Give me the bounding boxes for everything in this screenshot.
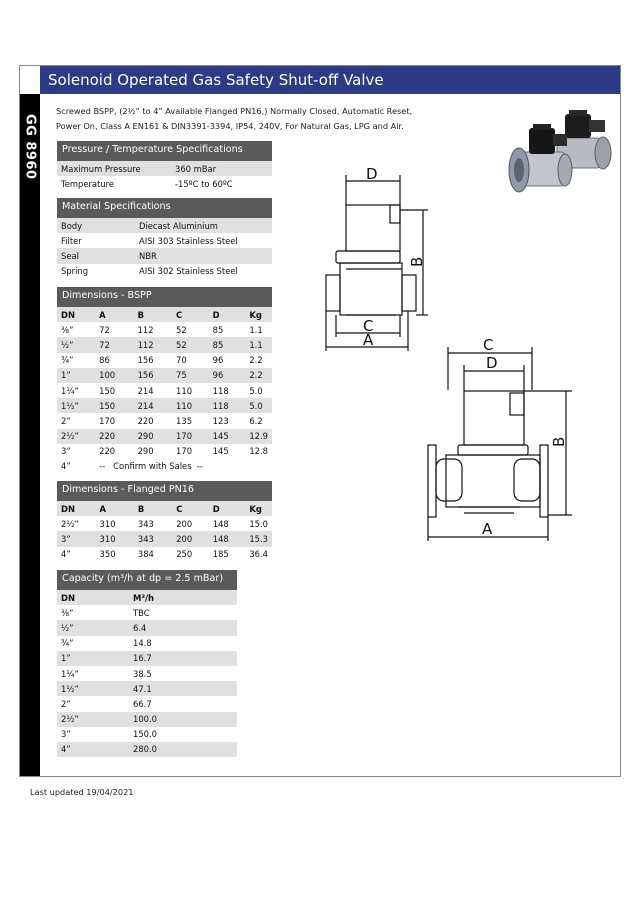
table-cell: 47.1 xyxy=(129,681,237,696)
table-cell: 112 xyxy=(137,324,154,335)
table-row xyxy=(57,383,272,398)
table-cell: 220 xyxy=(99,446,116,457)
dimensions-flanged-heading: Dimensions - Flanged PN16 xyxy=(57,481,272,501)
valve-body xyxy=(446,455,540,507)
cell-note xyxy=(95,459,245,474)
table-cell: 15.0 xyxy=(249,518,268,529)
column-header: DN xyxy=(57,590,129,605)
label-c: C xyxy=(483,336,494,354)
table-header-row xyxy=(57,501,272,516)
table-row xyxy=(57,651,237,666)
product-code xyxy=(21,112,39,182)
table-cell: 1½” xyxy=(57,398,95,413)
pressure-temperature-table xyxy=(57,141,272,191)
dimensions-bspp-heading: Dimensions - BSPP xyxy=(57,287,272,307)
table-cell: 200 xyxy=(176,518,193,529)
table-row xyxy=(57,666,237,681)
title-bar xyxy=(40,66,620,94)
small-valve-diagram xyxy=(318,165,433,355)
spec-value: 360 mBar xyxy=(171,161,272,176)
table-row xyxy=(57,368,272,383)
table-cell: 38.5 xyxy=(133,668,152,679)
table-cell: 384 xyxy=(137,549,154,560)
table-cell: 3” xyxy=(57,531,96,546)
label-c: C xyxy=(363,317,374,335)
table-cell: 2½” xyxy=(57,429,95,444)
label-a: A xyxy=(363,331,374,349)
table-cell: 96 xyxy=(209,368,246,383)
table-row xyxy=(57,547,272,562)
table-cell: 15.3 xyxy=(245,531,272,546)
table-cell: 1” xyxy=(57,368,95,383)
table-row xyxy=(57,516,272,531)
column-header: DN xyxy=(57,307,95,322)
table-cell: 350 xyxy=(99,549,116,560)
spec-value: -15ºC to 60ºC xyxy=(175,178,233,189)
table-cell: 2½” xyxy=(61,518,79,529)
table-cell: 6.2 xyxy=(249,415,263,426)
column-header: A xyxy=(95,307,133,322)
capacity-heading: Capacity (m³/h at dp = 2.5 mBar) xyxy=(57,570,237,590)
table-row xyxy=(57,176,272,191)
table-cell: 290 xyxy=(137,446,154,457)
table-cell: 170 xyxy=(172,429,209,444)
table-row xyxy=(57,681,237,696)
table-cell: 2” xyxy=(61,698,71,709)
page-title: Solenoid Operated Gas Safety Shut-off Valve xyxy=(48,71,384,89)
table-row xyxy=(57,413,272,428)
table-cell: 145 xyxy=(212,446,229,457)
table-cell: 1¼” xyxy=(61,385,79,396)
table-cell: 12.9 xyxy=(245,429,272,444)
dimensions-bspp-table xyxy=(57,287,272,474)
spec-value: NBR xyxy=(135,248,272,263)
spec-value: Diecast Aluminium xyxy=(135,218,272,233)
table-row xyxy=(57,429,272,444)
table-header-row xyxy=(57,590,237,605)
table-cell: 150 xyxy=(99,385,116,396)
solenoid-coil xyxy=(464,391,524,445)
table-cell: 4” xyxy=(61,549,71,560)
spec-value: AISI 302 Stainless Steel xyxy=(139,266,238,277)
table-cell: 156 xyxy=(137,355,154,366)
table-cell: 220 xyxy=(95,429,133,444)
table-cell: 148 xyxy=(212,518,229,529)
table-row xyxy=(57,264,272,279)
valve-body xyxy=(340,263,402,315)
table-cell: 150.0 xyxy=(133,729,157,740)
spec-label: Spring xyxy=(61,266,89,277)
table-cell: 156 xyxy=(134,368,172,383)
dimensions-flanged-table xyxy=(57,481,272,562)
table-cell: 2.2 xyxy=(245,368,272,383)
table-cell: 110 xyxy=(172,398,209,413)
table-cell: 85 xyxy=(212,324,224,335)
table-row xyxy=(57,712,237,727)
table-cell: 1½” xyxy=(57,681,129,696)
column-header: C xyxy=(172,307,209,322)
table-cell: 118 xyxy=(212,385,229,396)
table-cell: 185 xyxy=(212,549,229,560)
valve-product-photo xyxy=(505,106,617,202)
column-header: Kg xyxy=(245,307,272,322)
column-header: C xyxy=(172,501,209,516)
material-heading: Material Specifications xyxy=(57,198,272,218)
table-cell: 250 xyxy=(176,549,193,560)
spec-label: Body xyxy=(57,218,135,233)
table-cell: 2½” xyxy=(57,712,129,727)
table-row xyxy=(57,696,237,711)
table-row xyxy=(57,727,237,742)
capacity-table xyxy=(57,570,237,757)
column-header: B xyxy=(134,501,172,516)
table-cell: 5.0 xyxy=(249,385,263,396)
table-cell: ⅜” xyxy=(61,324,74,335)
table-cell: 280.0 xyxy=(129,742,237,757)
table-cell: ¾” xyxy=(61,355,74,366)
table-cell: ½” xyxy=(57,337,95,352)
table-cell: 343 xyxy=(134,531,172,546)
table-cell: 170 xyxy=(99,415,116,426)
column-header: B xyxy=(134,307,172,322)
table-cell: 220 xyxy=(137,415,154,426)
column-header: Kg xyxy=(245,501,272,516)
table-cell: 135 xyxy=(176,415,193,426)
table-cell: 14.8 xyxy=(133,638,152,649)
table-cell: 290 xyxy=(134,429,172,444)
flanged-valve-diagram xyxy=(420,335,580,545)
label-b: B xyxy=(408,256,426,267)
table-cell: 86 xyxy=(99,355,110,366)
table-row xyxy=(57,353,272,368)
table-cell: 148 xyxy=(209,531,246,546)
table-cell: 72 xyxy=(95,337,133,352)
table-cell: 85 xyxy=(209,337,246,352)
table-cell: 150 xyxy=(95,398,133,413)
table-cell: 200 xyxy=(172,531,209,546)
table-cell: 12.8 xyxy=(249,446,268,457)
spec-label: Maximum Pressure xyxy=(57,161,171,176)
label-d: D xyxy=(486,354,498,372)
column-header: D xyxy=(209,501,246,516)
table-cell: ¾” xyxy=(61,638,74,649)
material-table xyxy=(57,198,272,279)
table-row xyxy=(57,636,237,651)
cell-dn: 4” xyxy=(61,461,71,472)
table-header-row xyxy=(57,307,272,322)
description-line: Screwed BSPP, (2½” to 4” Available Flanged PN16,) Normally Closed, Automatic Reset, xyxy=(56,106,413,116)
table-cell: 343 xyxy=(137,518,154,529)
table-row xyxy=(57,459,272,474)
table-row xyxy=(57,620,237,635)
pressure-temperature-heading: Pressure / Temperature Specifications xyxy=(57,141,272,161)
table-cell: 170 xyxy=(176,446,193,457)
table-cell: ½” xyxy=(57,620,129,635)
table-row xyxy=(57,248,272,263)
confirm-note: Confirm with Sales xyxy=(113,461,192,472)
table-cell: 1.1 xyxy=(245,337,272,352)
description-line: Power On, Class A EN161 & DIN3391-3394, IP54, 240V, For Natural Gas, LPG and Air. xyxy=(56,121,404,131)
table-cell: 5.0 xyxy=(245,398,272,413)
table-cell: 1¼” xyxy=(61,668,79,679)
table-row xyxy=(57,161,272,176)
spec-value: AISI 303 Stainless Steel xyxy=(139,235,238,246)
table-row xyxy=(57,337,272,352)
table-cell: 16.7 xyxy=(129,651,237,666)
cell-a: -- xyxy=(99,461,106,472)
label-a: A xyxy=(482,520,493,538)
dimensions-bspp-body xyxy=(57,322,272,459)
table-cell: ⅜” xyxy=(61,607,74,618)
table-cell: 100 xyxy=(95,368,133,383)
table-cell: 310 xyxy=(96,531,134,546)
table-cell: 3” xyxy=(61,729,71,740)
table-cell: 145 xyxy=(209,429,246,444)
table-row xyxy=(57,444,272,459)
solenoid-coil xyxy=(346,205,400,251)
table-row xyxy=(57,605,237,620)
table-cell: 52 xyxy=(172,337,209,352)
table-row xyxy=(57,398,272,413)
sidebar-strip xyxy=(20,94,40,776)
table-cell: 3” xyxy=(61,446,71,457)
product-code-label: GG 8960 xyxy=(22,114,38,180)
table-cell: 110 xyxy=(176,385,193,396)
table-cell: 70 xyxy=(176,355,187,366)
column-header: DN xyxy=(57,501,96,516)
table-row xyxy=(57,233,272,248)
label-b: B xyxy=(550,436,568,447)
table-cell: 36.4 xyxy=(249,549,268,560)
last-updated: Last updated 19/04/2021 xyxy=(30,787,134,797)
table-cell: 100.0 xyxy=(129,712,237,727)
table-row xyxy=(57,531,272,546)
column-header: A xyxy=(96,501,134,516)
table-cell: 75 xyxy=(172,368,209,383)
table-cell: 6.4 xyxy=(129,620,237,635)
column-header: M³/h xyxy=(129,590,237,605)
table-cell: TBC xyxy=(133,607,150,618)
label-d: D xyxy=(366,165,378,183)
dimensions-flanged-body xyxy=(57,516,272,562)
table-cell: 1.1 xyxy=(249,324,263,335)
table-cell: 2” xyxy=(61,415,71,426)
table-cell: 66.7 xyxy=(133,698,152,709)
table-cell: 118 xyxy=(209,398,246,413)
table-cell: 52 xyxy=(176,324,187,335)
table-cell: 310 xyxy=(99,518,116,529)
table-row xyxy=(57,742,237,757)
product-description xyxy=(56,104,456,134)
spec-label: Temperature xyxy=(61,178,115,189)
table-cell: 2.2 xyxy=(249,355,263,366)
table-cell: 4” xyxy=(57,742,129,757)
table-cell: 214 xyxy=(137,385,154,396)
table-row xyxy=(57,218,272,233)
column-header: D xyxy=(209,307,246,322)
table-cell: 96 xyxy=(212,355,224,366)
table-cell: 214 xyxy=(134,398,172,413)
cell-end: -- xyxy=(196,461,203,472)
spec-label: Filter xyxy=(61,235,82,246)
cell-kg xyxy=(245,459,272,474)
table-cell: 112 xyxy=(134,337,172,352)
capacity-body xyxy=(57,605,237,757)
spec-label: Seal xyxy=(57,248,135,263)
table-cell: 123 xyxy=(212,415,229,426)
table-row xyxy=(57,322,272,337)
table-cell: 72 xyxy=(99,324,110,335)
table-cell: 1” xyxy=(57,651,129,666)
